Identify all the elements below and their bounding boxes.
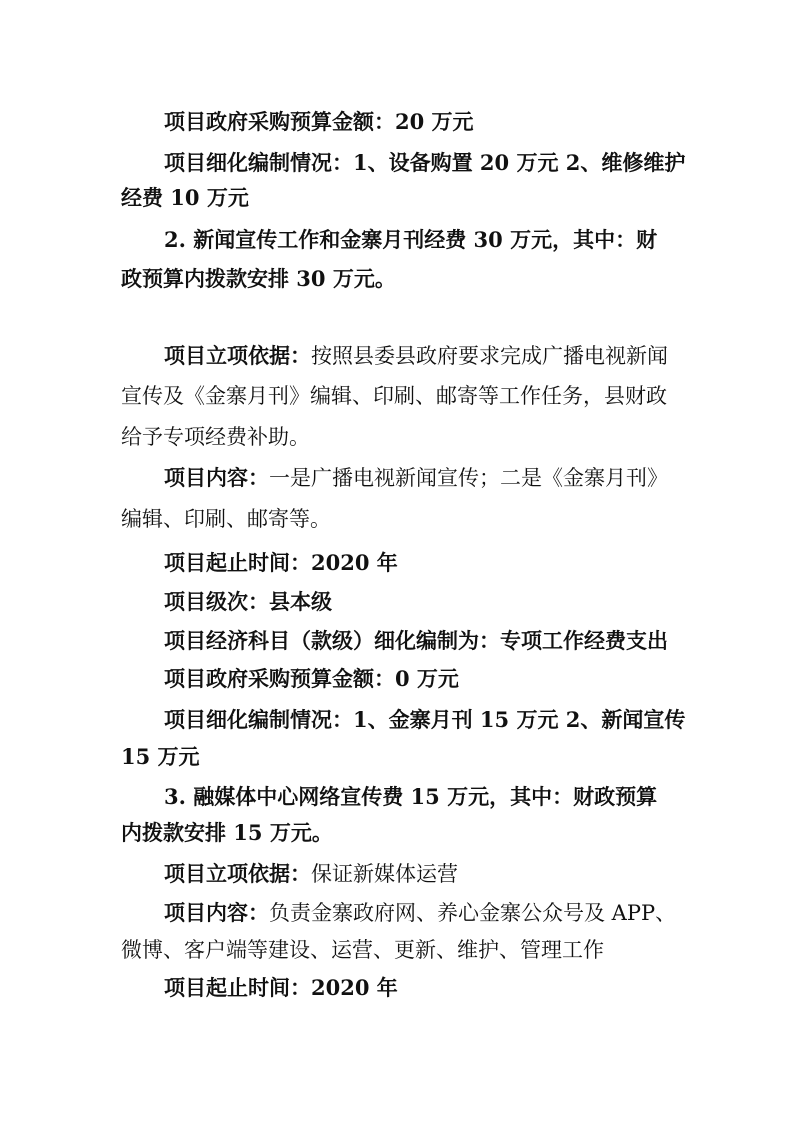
project-content-label: 项目内容： bbox=[164, 465, 269, 490]
project-basis-line-2-end: 给予专项经费补助。 bbox=[121, 425, 310, 449]
item-3-heading: 3. 融媒体中心网络宣传费 15 万元，其中：财政预算 bbox=[164, 784, 658, 809]
project-content-text: 一是广播电视新闻宣传；二是《金寨月刊》 bbox=[269, 466, 668, 490]
item-2-heading: 2. 新闻宣传工作和金寨月刊经费 30 万元，其中：财 bbox=[164, 227, 658, 252]
project-basis-text: 按照县委县政府要求完成广播电视新闻 bbox=[311, 344, 668, 368]
detail-plan-line-2: 项目细化编制情况：1、金寨月刊 15 万元 2、新闻宣传 bbox=[164, 707, 686, 732]
detail-plan-line-1-cont: 经费 10 万元 bbox=[121, 185, 249, 210]
project-period-line-3: 项目起止时间：2020 年 bbox=[164, 975, 398, 1000]
project-basis-text-3: 保证新媒体运营 bbox=[311, 862, 458, 886]
project-basis-line-2 bbox=[164, 341, 668, 371]
project-content-label-3: 项目内容： bbox=[164, 900, 269, 925]
item-2-heading-cont: 政预算内拨款安排 30 万元。 bbox=[121, 266, 396, 291]
procurement-budget-line-2: 项目政府采购预算金额：0 万元 bbox=[164, 666, 459, 691]
detail-plan-line-2-cont: 15 万元 bbox=[121, 744, 200, 769]
project-content-line-2-cont: 编辑、印刷、邮寄等。 bbox=[121, 507, 331, 531]
project-basis-label: 项目立项依据： bbox=[164, 343, 311, 368]
project-content-line-3 bbox=[164, 898, 676, 928]
detail-plan-line-1: 项目细化编制情况：1、设备购置 20 万元 2、维修维护 bbox=[164, 150, 686, 175]
project-basis-line-2-cont: 宣传及《金寨月刊》编辑、印刷、邮寄等工作任务，县财政 bbox=[121, 384, 667, 408]
project-basis-label-3: 项目立项依据： bbox=[164, 861, 311, 886]
economic-subject-line: 项目经济科目（款级）细化编制为：专项工作经费支出 bbox=[164, 628, 668, 653]
project-basis-line-3 bbox=[164, 859, 458, 889]
project-content-line-2 bbox=[164, 463, 668, 493]
project-content-line-3-cont: 微博、客户端等建设、运营、更新、维护、管理工作 bbox=[121, 938, 604, 962]
procurement-budget-line-1: 项目政府采购预算金额：20 万元 bbox=[164, 109, 474, 134]
item-3-heading-cont: 内拨款安排 15 万元。 bbox=[121, 820, 333, 845]
project-content-text-3: 负责金寨政府网、养心金寨公众号及 APP、 bbox=[269, 901, 677, 925]
project-period-line-2: 项目起止时间：2020 年 bbox=[164, 550, 398, 575]
project-level-line: 项目级次：县本级 bbox=[164, 589, 332, 614]
